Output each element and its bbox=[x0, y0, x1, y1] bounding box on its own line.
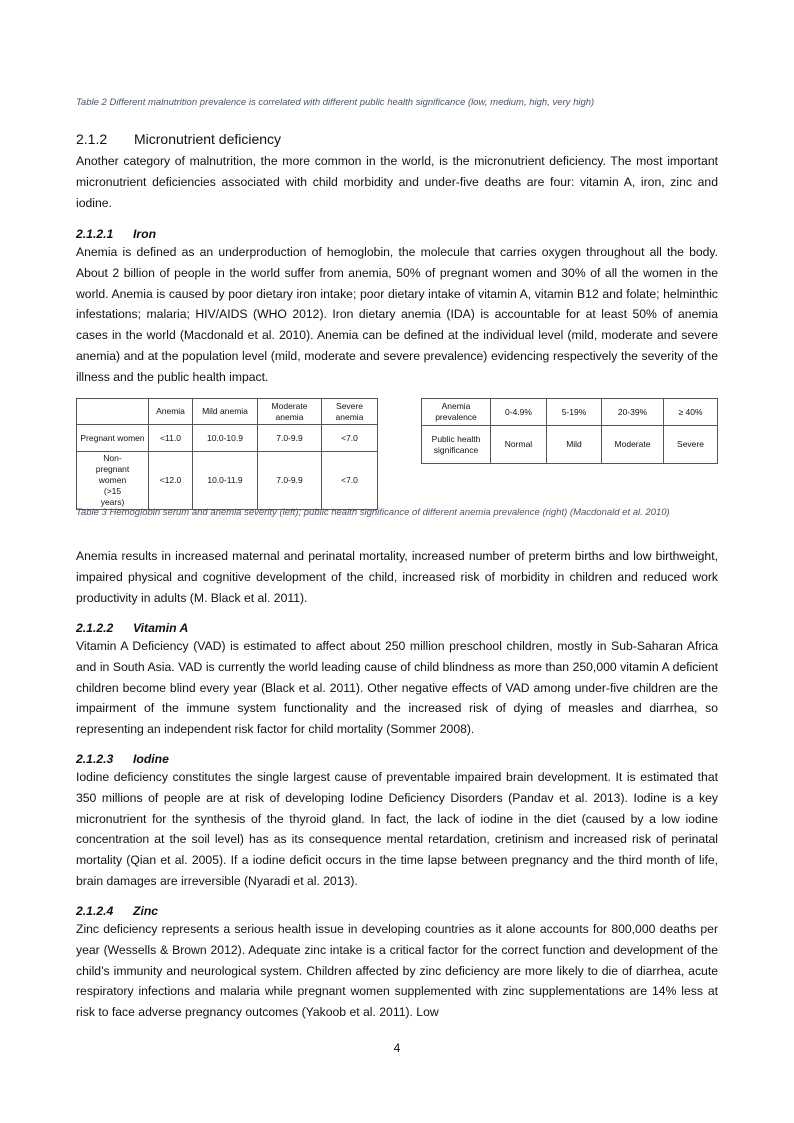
iodine-paragraph: Iodine deficiency constitutes the single largest cause of preventable impaired brain development. It is estimated that 350 millions of people are at risk of developing Iodine Deficiency Disorders (Pandav et al. 2013). Iodine is a key micronutrient for the synthesis of the thyroid gland. In fact, the lack of iodine in the diet (caused by a low iodine concentration at the soil level) has as its consequence mental retardation, cretinism and increased risk of perinatal mortality (Qian et al. 2005). If a iodine deficit occurs in the time lapse between pregnancy and the third month of life, brain damages are irreversible (Nyaradi et al. 2013). bbox=[76, 770, 718, 888]
table-cell: 7.0-9.9 bbox=[258, 452, 322, 510]
anemia-prevalence-table bbox=[421, 398, 718, 464]
subsection-heading-zinc bbox=[76, 904, 158, 918]
table-cell: Anemia prevalence bbox=[422, 399, 491, 426]
table-cell: Non-pregnant women (>15 years) bbox=[77, 452, 149, 510]
table-cell: Public health significance bbox=[422, 426, 491, 464]
subsection-number: 2.1.2.4 bbox=[76, 904, 114, 918]
table-cell: Moderate anemia bbox=[258, 399, 322, 425]
table-2-caption: Table 2 Different malnutrition prevalence is correlated with different public health significance (low, medium, high, very high) bbox=[76, 97, 595, 108]
table-cell: Anemia bbox=[149, 399, 193, 425]
table-cell: Moderate bbox=[602, 426, 664, 464]
section-heading-micronutrient bbox=[76, 131, 281, 147]
table-cell: Mild bbox=[547, 426, 602, 464]
subsection-heading-iodine bbox=[76, 752, 169, 766]
table-cell: 7.0-9.9 bbox=[258, 425, 322, 452]
table-cell: 10.0-10.9 bbox=[193, 425, 258, 452]
subsection-number: 2.1.2.2 bbox=[76, 621, 114, 635]
table-cell: 0-4.9% bbox=[491, 399, 547, 426]
section-number: 2.1.2 bbox=[76, 131, 108, 147]
table-cell: <7.0 bbox=[322, 452, 378, 510]
table-cell: 5-19% bbox=[547, 399, 602, 426]
table-cell: Pregnant women bbox=[77, 425, 149, 452]
section-title: Micronutrient deficiency bbox=[134, 131, 282, 147]
table-cell: Severe anemia bbox=[322, 399, 378, 425]
iron-paragraph: Anemia is defined as an underproduction of hemoglobin, the molecule that carries oxygen throughout all the body. About 2 billion of people in the world suffer from anemia, 50% of pregnant women and 30% of all the women in the world. Anemia is caused by poor dietary iron intake; poor dietary intake of vitamin A, vitamin B12 and folate; helminthic infestations; malaria; HIV/AIDS (WHO 2012). Iron dietary anemia (IDA) is accountable for at least 50% of anemia cases in the world (Macdonald et al. 2010). Anemia can be defined at the individual level (mild, moderate and severe anemia) and at the population level (mild, moderate and severe prevalence) evidencing respectively the severity of the illness and the public health impact. bbox=[76, 245, 718, 384]
page-number: 4 bbox=[393, 1041, 401, 1055]
table-cell: Normal bbox=[491, 426, 547, 464]
hemoglobin-table bbox=[76, 398, 378, 510]
table-cell: <7.0 bbox=[322, 425, 378, 452]
subsection-title: Iodine bbox=[133, 752, 169, 766]
intro-paragraph: Another category of malnutrition, the more common in the world, is the micronutrient deficiency. The most important micronutrient deficiencies associated with child morbidity and under-five deaths are four: vitamin A, iron, zinc and iodine. bbox=[76, 154, 718, 210]
table-cell: <12.0 bbox=[149, 452, 193, 510]
table-cell: <11.0 bbox=[149, 425, 193, 452]
table-cell: 10.0-11.9 bbox=[193, 452, 258, 510]
vitamin-a-paragraph: Vitamin A Deficiency (VAD) is estimated to affect about 250 million preschool children, mostly in Sub-Saharan Africa and in South Asia. VAD is currently the world leading cause of child blindness as more than 250,000 vitamin A deficient children become blind every year (Black et al. 2011). Other negative effects of VAD among under-five children are the impairment of the immune system functionality and the increased risk of dying of measles and diarrhea, so representing an independent risk factor for child mortality (Sommer 2008). bbox=[76, 639, 718, 737]
subsection-number: 2.1.2.3 bbox=[76, 752, 114, 766]
table-row bbox=[77, 452, 378, 510]
table-cell: Mild anemia bbox=[193, 399, 258, 425]
subsection-title: Iron bbox=[133, 227, 157, 241]
anemia-effects-paragraph: Anemia results in increased maternal and perinatal mortality, increased number of preterm births and low birthweight, impaired physical and cognitive development of the child, increased risk of morbidity in children and reduced work productivity in adults (M. Black et al. 2011). bbox=[76, 549, 718, 605]
zinc-paragraph: Zinc deficiency represents a serious health issue in developing countries as it alone accounts for 800,000 deaths per year (Wessells & Brown 2012). Adequate zinc intake is a critical factor for the correct function and development of the child’s immunity and neurological system. Children affected by zinc deficiency are more likely to die of diarrhea, acute respiratory infections and malaria while pregnant women supplemented with zinc supplementations are 14% less at risk to face adverse pregnancy outcomes (Yakoob et al. 2011). Low bbox=[76, 922, 718, 1020]
table-cell: ≥ 40% bbox=[664, 399, 718, 426]
subsection-title: Zinc bbox=[133, 904, 159, 918]
subsection-heading-vitamin-a bbox=[76, 621, 188, 635]
subsection-title: Vitamin A bbox=[133, 621, 189, 635]
table-cell bbox=[77, 399, 149, 425]
table-3-caption: Table 3 Hemoglobin serum and anemia severity (left); public health significance of different anemia prevalence (right) (Macdonald et al. 2010) bbox=[76, 507, 670, 518]
subsection-heading-iron bbox=[76, 227, 156, 241]
table-header-row bbox=[77, 399, 378, 425]
table-row bbox=[77, 425, 378, 452]
table-header-row bbox=[422, 399, 718, 426]
table-cell: 20-39% bbox=[602, 399, 664, 426]
table-row bbox=[422, 426, 718, 464]
subsection-number: 2.1.2.1 bbox=[76, 227, 114, 241]
table-cell: Severe bbox=[664, 426, 718, 464]
